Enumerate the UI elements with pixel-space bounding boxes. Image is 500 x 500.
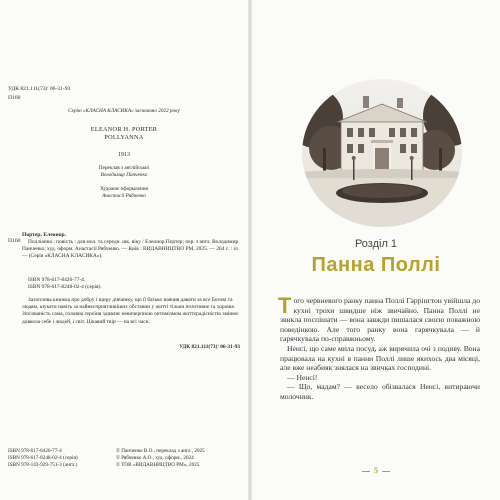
left-page-imprint <box>0 0 248 500</box>
isbn-item: ISBN 978-617-8248-02-4 (серія) <box>8 455 78 462</box>
biblio-heading: Портер, Елеонор. <box>22 232 67 238</box>
paragraph-text: ого червневого ранку панна Поллі Гаррінгтон увійшла до кухні трохи швидше ніж звичайно. Панна Поллі не звикла поспішати — вона завжди пишалася своєю поважною поведінкою. Але того ранку вона гарячкувала — й гарячкувала по-справжньому. <box>280 296 480 344</box>
udk-code: УДК 821.111(73)' 06-31-93 <box>8 86 71 92</box>
copyright-list <box>116 448 205 470</box>
page-number-rule-left <box>362 471 370 472</box>
series-note: Серію «КЛАСНА КЛАСИКА» засновано 2022 року <box>68 108 180 114</box>
drop-cap: Т <box>278 293 292 318</box>
page-number <box>252 466 500 475</box>
copyright-item: © ТОВ «ВИДАВНИЦТВО РМ», 2025 <box>116 462 200 469</box>
page-number-value: 5 <box>374 466 378 475</box>
story-paragraph: — Що, мадам? — весело обізвалася Ненсі, витираючи молочник. <box>280 382 480 401</box>
story-paragraph <box>278 293 480 344</box>
chapter-label: Розділ 1 <box>354 238 398 250</box>
isbn-list <box>8 448 78 470</box>
biblio-description: Полліанна : повість : для мол. та середн. шк. віку / Елеонор Портер; пер. з англ. Володимир Панченко; худ. оформ. Анастасії Рябченко. — Київ : ВИДАВНИЦТВО РМ, 2025. — 264 с. : іл. — (Серія «КЛАСНА КЛАСИКА»). <box>22 239 240 260</box>
translator-name: Володимир Панченко <box>100 172 148 178</box>
author-original: ELEANOR H. PORTER <box>90 126 158 133</box>
index-code: П160 <box>8 95 21 101</box>
isbn-item: ISBN 978-143-929-751-3 (англ.) <box>8 462 78 469</box>
illustration-credit: Художнє оформлення <box>100 186 148 192</box>
copyright-item: © Панченко В.О., переклад з англ., 2025 <box>116 448 205 454</box>
chapter-title: Панна Поллі <box>311 254 441 276</box>
story-paragraph: Ненсі, що саме мила посуд, аж вирячила очі з подиву. Вона працювала на кухні в панни Поллі лише якихось два місяці, але вже неабияк знялася на звичках господині. <box>280 343 480 373</box>
right-page-chapter <box>252 0 500 500</box>
isbn-line-1: ISBN 978-617-8426-77-4. <box>28 277 86 283</box>
copyright-item: © Рябченко А.О., худ. оформ., 2024 <box>116 455 194 462</box>
illustrator-name: Анастасії Рябченко <box>102 193 146 199</box>
chapter-text <box>278 293 480 402</box>
translation-credit: Переклав з англійської <box>98 165 150 171</box>
isbn-line-2: ISBN 978-617-8248-02-4 (серія). <box>28 284 102 290</box>
original-year: 1913 <box>118 152 130 158</box>
page-number-rule-right <box>382 471 390 472</box>
index-code-2: П160 <box>8 238 21 244</box>
title-original: POLLYANNA <box>104 134 144 141</box>
book-annotation: Захоплива книжка про добру і щиру дівчинку, що її батько навчив давати за все Богові та людям, шукати навіть за найнесприятливіших обставин у житті тільки позитивне та хороше. Зіпсованість сама, головна героїня здивляє невичерпною оптимізмом життєрадісністю змінює довкола себе і людей, і світ. Цікавий твір — на всі часи. <box>22 297 239 325</box>
isbn-item: ISBN 978-617-8426-77-4 <box>8 448 62 454</box>
chapter-illustration <box>301 78 463 228</box>
udk-code-2: УДК 821.111(73)' 06-31-93 <box>179 344 240 350</box>
story-paragraph: — Ненсі! <box>287 372 318 382</box>
